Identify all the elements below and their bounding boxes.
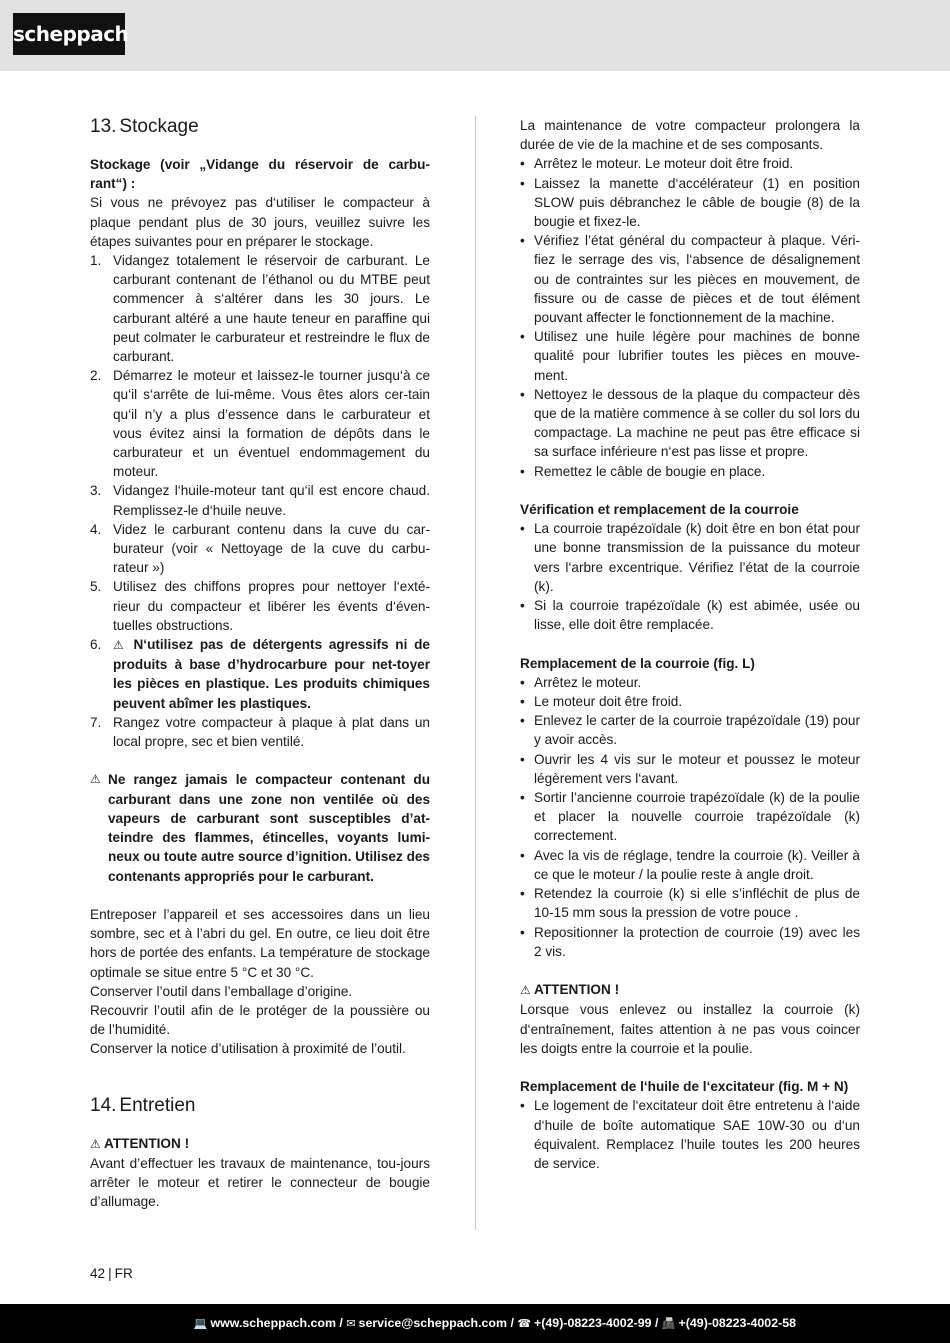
scheppach-logo: scheppach <box>13 13 125 55</box>
column-divider <box>475 116 476 1230</box>
warning-triangle-icon: ⚠ <box>90 772 101 787</box>
footer-email[interactable]: service@scheppach.com / <box>358 1316 514 1330</box>
footer-website[interactable]: www.scheppach.com / <box>210 1316 343 1330</box>
belt-replace-bullets <box>520 673 860 961</box>
list-item: 4. Videz le carburant contenu dans la cuve du car-burateur (voir « Nettoyage de la cuve du carbu-rateur ») <box>90 521 430 576</box>
list-item: • Retendez la courroie (k) si elle s’infléchit de plus de 10-15 mm sous la pression de votre pouce . <box>520 884 860 922</box>
list-item: • Sortir l’ancienne courroie trapézoïdale (k) de la poulie et placer la nouvelle courroie trapézoïdale (k) correctement. <box>520 788 860 846</box>
list-item: • Le moteur doit être froid. <box>520 692 860 711</box>
list-item: • Remettez le câble de bougie en place. <box>520 462 860 481</box>
stockage-intro: Si vous ne prévoyez pas d‘utiliser le compacteur à plaque pendant plus de 30 jours, veuillez suivre les étapes suivantes pour en préparer le stockage. <box>90 195 430 249</box>
phone-icon: ☎ <box>517 1317 532 1330</box>
entretien-paragraph: Avant d’effectuer les travaux de maintenance, tou-jours arrêter le moteur et retirer le connecteur de bougie d’allumage. <box>90 1155 430 1210</box>
list-item: 2. Démarrez le moteur et laissez-le tourner jusqu‘à ce qu‘il s‘arrête de lui-même. Vous êtes alors cer-tain qu‘il n’y a plus d’essence dans le carburateur et vous évitez ainsi la formation de dépôts dans le carburateur et un éventuel endommagement du moteur. <box>90 368 430 480</box>
mail-icon: ✉ <box>346 1317 356 1330</box>
attention-paragraph: Lorsque vous enlevez ou installez la courroie (k) d‘entraînement, faites attention à ne pas vous coincer les doigts entre la courroie et la poulie. <box>520 1002 860 1056</box>
section-13-heading: 13. Stockage <box>90 116 199 137</box>
warning-triangle-icon: ⚠ <box>520 983 531 998</box>
attention-label: ⚠ ATTENTION ! <box>90 1135 190 1151</box>
storage-paragraph: Entreposer l’appareil et ses accessoires dans un lieu sombre, sec et à l’abri du gel. En outre, ce lieu doit être hors de portée des enfants. La température de stockage optimale se situe entre 5 °C et 30 °C. <box>90 906 430 980</box>
belt-replace-heading: Remplacement de la courroie (fig. L) <box>520 655 755 671</box>
fax-icon: 📠 <box>661 1317 676 1330</box>
list-item: • Nettoyez le dessous de la plaque du compacteur dès que de la matière commence à se coller du sol lors du compactage. La machine ne peut pas être efficace si sa surface inférieure n‘est pas lisse et propre. <box>520 385 860 462</box>
attention-label: ⚠ ATTENTION ! <box>520 982 620 998</box>
maintenance-bullets <box>520 154 860 480</box>
right-column <box>520 116 860 1173</box>
list-item: 5. Utilisez des chiffons propres pour nettoyer l‘exté-rieur du compacteur et libérer les évents d‘éven-tuelles obstructions. <box>90 579 430 633</box>
warning-triangle-icon: ⚠ <box>113 638 127 653</box>
belt-check-bullets <box>520 519 860 634</box>
list-item: 1. Vidangez totalement le réservoir de carburant. Le carburant contenant de l’éthanol ou du MTBE peut commencer à s‘altérer dans les 30 jours. Le carburant altéré a une haute teneur en paraffine qui peut colmater le carburateur et restreindre le flux de carburant. <box>90 253 430 365</box>
list-item: 7. Rangez votre compacteur à plaque à plat dans un local propre, sec et bien ventilé. <box>90 714 430 750</box>
header-band <box>0 0 950 71</box>
list-item: • Repositionner la protection de courroie (19) avec les 2 vis. <box>520 923 860 961</box>
list-item: • Le logement de l‘excitateur doit être entretenu à l‘aide d‘huile de boîte automatique SAE 10W-30 ou d‘un équivalent. Remplacez l’huile toutes les 200 heures de service. <box>520 1096 860 1173</box>
list-item: • Laissez la manette d‘accélérateur (1) en position SLOW puis débranchez le câble de bougie (8) de la bougie et fixez-le. <box>520 174 860 232</box>
list-item: • Arrêtez le moteur. Le moteur doit être froid. <box>520 154 860 173</box>
footer-phone: +(49)-08223-4002-99 / <box>534 1316 659 1330</box>
list-item: • Enlevez le carter de la courroie trapézoïdale (19) pour y avoir accès. <box>520 711 860 749</box>
exciter-oil-bullets <box>520 1096 860 1173</box>
list-item: • Arrêtez le moteur. <box>520 673 860 692</box>
list-item: • Si la courroie trapézoïdale (k) est abimée, usée ou lisse, elle doit être remplacée. <box>520 596 860 634</box>
list-item: • Utilisez une huile légère pour machines de bonne qualité pour lubrifier toutes les pièces en mouve-ment. <box>520 327 860 385</box>
warning-triangle-icon: ⚠ <box>90 1136 101 1151</box>
footer-band <box>0 1304 950 1343</box>
storage-steps-list <box>90 251 430 751</box>
list-item: • Ouvrir les 4 vis sur le moteur et poussez le moteur légèrement vers l‘avant. <box>520 750 860 788</box>
storage-warning: ⚠ Ne rangez jamais le compacteur contenant du carburant dans une zone non ventilée où des vapeurs de carburant sont susceptibles d’at-teindre des flammes, étincelles, voyants lumi-neux ou toute autre source d’ignition. Utilisez des contenants appropriés pour le carburant. <box>90 772 430 884</box>
footer-fax: +(49)-08223-4002-58 <box>678 1316 796 1330</box>
list-item: 3. Vidangez l‘huile-moteur tant qu‘il est encore chaud. Remplissez-le d‘huile neuve. <box>90 483 430 518</box>
list-item: • La courroie trapézoïdale (k) doit être en bon état pour une bonne transmission de la puissance du moteur vers l‘arbre excentrique. Vérifiez l’état de la courroie (k). <box>520 519 860 596</box>
left-column <box>90 116 430 1211</box>
exciter-oil-heading: Remplacement de l‘huile de l‘excitateur (fig. M + N) <box>520 1079 849 1095</box>
storage-paragraph: Conserver la notice d’utilisation à proximité de l’outil. <box>90 1041 406 1057</box>
page-number: 42 | FR <box>90 1266 133 1281</box>
storage-paragraph: Conserver l’outil dans l’emballage d’origine. <box>90 983 353 999</box>
storage-paragraph: Recouvrir l’outil afin de le protéger de la poussière ou de l’humidité. <box>90 1002 430 1038</box>
maintenance-intro: La maintenance de votre compacteur prolongera la durée de vie de la machine et de ses composants. <box>520 118 860 153</box>
computer-icon: 💻 <box>193 1317 208 1330</box>
stockage-subheading: Stockage (voir „Vidange du réservoir de carbu-rant“) : <box>90 157 430 192</box>
belt-check-heading: Vérification et remplacement de la courroie <box>520 502 799 518</box>
list-item: 6. ⚠ N‘utilisez pas de détergents agressifs ni de produits à base d’hydrocarbure pour net-toyer les pièces en plastique. Les produits chimiques peuvent abîmer les plastiques. <box>90 637 430 711</box>
list-item: • Vérifiez l’état général du compacteur à plaque. Véri-fiez le serrage des vis, l‘absence de désalignement ou de contraintes sur les pièces en mouvement, de fissure ou de casse de pièces et de tout élément pouvant affecter le fonctionnement de la machine. <box>520 231 860 327</box>
list-item: • Avec la vis de réglage, tendre la courroie (k). Veiller à ce que le moteur / la poulie reste à angle droit. <box>520 846 860 884</box>
section-14-heading: 14. Entretien <box>90 1094 196 1116</box>
